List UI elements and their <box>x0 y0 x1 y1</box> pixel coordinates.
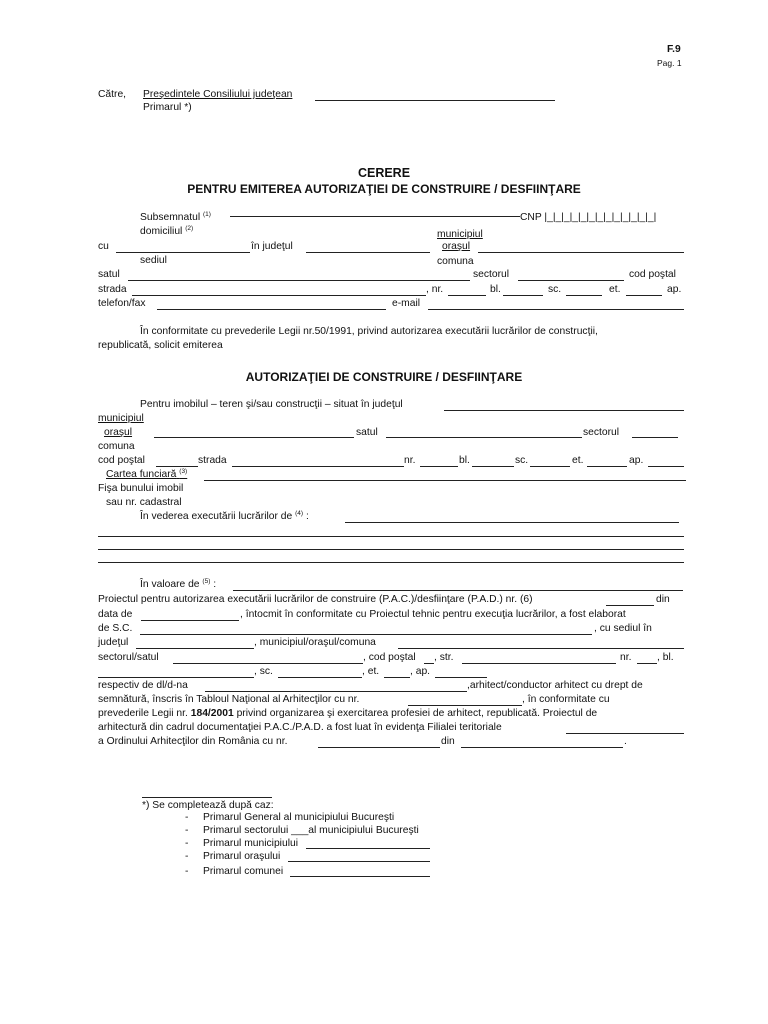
works-label: În vederea executării lucrărilor de $^{(4)}$ : <box>140 510 309 522</box>
project-line5b: , cod poştal <box>363 652 416 663</box>
form-title: CERERE <box>357 166 411 180</box>
project-line11a: a Ordinului Arhitecţilor din România cu nr. <box>98 736 288 747</box>
footnote-dash-1: - <box>185 812 189 823</box>
prop-comuna-label: comuna <box>98 441 135 452</box>
project-line4a: judeţul <box>98 637 129 648</box>
prop-et-fill-line[interactable] <box>587 466 627 467</box>
project-line7a: respectiv de dl/d-na <box>98 680 188 691</box>
addressee-line2: Primarul *) <box>143 102 192 113</box>
section-title: AUTORIZAŢIEI DE CONSTRUIRE / DESFIINŢARE <box>245 370 523 384</box>
ap-label: ap. <box>667 284 682 295</box>
sector-fill-line[interactable] <box>518 280 624 281</box>
footnote-dash-3: - <box>185 838 189 849</box>
strada-label: strada <box>98 284 127 295</box>
project-date-fill-line[interactable] <box>141 620 239 621</box>
satul-label: satul <box>98 269 120 280</box>
prop-sc-label: sc. <box>515 455 529 466</box>
footnote-separator <box>142 797 272 798</box>
property-intro: Pentru imobilul – teren şi/sau construcţii – situat în judeţul <box>140 399 403 410</box>
filiala-fill-line[interactable] <box>566 733 684 734</box>
footnote-fill-line-4[interactable] <box>288 861 430 862</box>
sc-label: sc. <box>548 284 562 295</box>
architect-name-fill-line[interactable] <box>205 691 467 692</box>
prop-municipiul-label: municipiul <box>98 413 144 424</box>
project-line2a: data de <box>98 609 133 620</box>
prop-city-fill-line[interactable] <box>154 437 354 438</box>
architect-nr-fill-line[interactable] <box>408 705 522 706</box>
form-subtitle: PENTRU EMITEREA AUTORIZAŢIEI DE CONSTRUIRE / DESFIINŢARE <box>187 182 581 196</box>
orasul-label: oraşul <box>442 241 471 252</box>
project-line5c: , str. <box>434 652 454 663</box>
prop-satul-fill-line[interactable] <box>386 437 582 438</box>
domiciliul-label: domiciliul $^{(2)}$ <box>140 225 194 237</box>
bl-label: bl. <box>490 284 501 295</box>
page-number: Pag. 1 <box>657 58 682 68</box>
sectorul-label: sectorul <box>473 269 510 280</box>
footnote-dash-5: - <box>185 866 189 877</box>
works-fill-line-2[interactable] <box>98 536 684 537</box>
sc-locality-fill-line[interactable] <box>398 648 684 649</box>
et-label: et. <box>609 284 621 295</box>
footnote-dash-4: - <box>185 851 189 862</box>
footnote-item-5: Primarul comunei <box>203 866 284 877</box>
conformity-line2: republicată, solicit emiterea <box>98 340 223 351</box>
subsemnatul-label: Subsemnatul $^{(1)}$ <box>140 211 211 223</box>
oar-nr-fill-line[interactable] <box>318 747 440 748</box>
project-line9: prevederile Legii nr. 184/2001 privind organizarea şi exercitarea profesiei de arhitect, republicată. Proiectul de <box>98 708 598 719</box>
property-judet-fill-line[interactable] <box>444 410 684 411</box>
judet-label: în judeţul <box>251 241 293 252</box>
strada-fill-line[interactable] <box>132 295 426 296</box>
prop-bl-fill-line[interactable] <box>472 466 514 467</box>
project-line5e: , bl. <box>657 652 674 663</box>
cartea-fill-line[interactable] <box>204 480 686 481</box>
nr-label: , nr. <box>426 284 444 295</box>
project-line1b: din <box>656 594 670 605</box>
project-line10: arhitectură din cadrul documentaţiei P.A.C./P.A.D. a fost luat în evidenţa Filialei teritoriale <box>98 722 502 733</box>
project-nr-fill-line[interactable] <box>606 605 654 606</box>
telefon-label: telefon/fax <box>98 298 146 309</box>
satul-fill-line[interactable] <box>128 280 470 281</box>
project-line6a: , sc. <box>254 666 273 677</box>
project-line11b: din <box>441 736 455 747</box>
conformity-line1: În conformitate cu prevederile Legii nr.50/1991, privind autorizarea executării lucrărilor de construcţii, <box>140 326 598 337</box>
et-fill-line[interactable] <box>626 295 662 296</box>
name-fill-line[interactable] <box>230 216 520 217</box>
prop-strada-label: strada <box>198 455 227 466</box>
footnote-item-2: Primarul sectorului ___al municipiului Bucureşti <box>203 825 419 836</box>
footnote-item-4: Primarul oraşului <box>203 851 281 862</box>
bl-fill-line[interactable] <box>503 295 543 296</box>
footnote-fill-line-3[interactable] <box>306 848 430 849</box>
project-line5a: sectorul/satul <box>98 652 159 663</box>
cod-postal-label: cod poştal <box>629 269 676 280</box>
sc-cod-fill-line[interactable] <box>424 663 434 664</box>
sc-fill-line[interactable] <box>566 295 602 296</box>
works-fill-line-4[interactable] <box>98 562 684 563</box>
cartea-funciara-label: Cartea funciară $^{(3)}$ <box>106 468 188 480</box>
addressee-line1: Preşedintele Consiliului judeţean <box>143 89 293 100</box>
prop-nr-label: nr. <box>404 455 416 466</box>
form-code: F.9 <box>667 44 681 55</box>
project-line1a: Proiectul pentru autorizarea executării lucrărilor de construire (P.A.C.)/desfiinţare (P.A.D.) nr. (6) <box>98 594 533 605</box>
prop-sectorul-label: sectorul <box>583 427 620 438</box>
prop-bl-label: bl. <box>459 455 470 466</box>
value-label: În valoare de $^{(5)}$ : <box>140 578 217 590</box>
footnote-dash-2: - <box>185 825 189 836</box>
oar-date-fill-line[interactable] <box>461 747 623 748</box>
prop-orasul-label: oraşul <box>104 427 133 438</box>
footnote-item-1: Primarul General al municipiului Bucureşti <box>203 812 395 823</box>
prop-et-label: et. <box>572 455 584 466</box>
cnp-field[interactable]: CNP |_|_|_|_|_|_|_|_|_|_|_|_|_| <box>520 212 657 223</box>
project-line3b: , cu sediul în <box>594 623 652 634</box>
project-line6c: , ap. <box>410 666 431 677</box>
sc-et-fill-line[interactable] <box>384 677 410 678</box>
comuna-label: comuna <box>437 256 474 267</box>
project-line8b: , în conformitate cu <box>522 694 610 705</box>
project-line4b: , municipiul/oraşul/comuna <box>254 637 376 648</box>
footnote-title: *) Se completează după caz: <box>142 800 274 811</box>
sc-bl-fill-line[interactable] <box>98 677 254 678</box>
prop-cod-fill-line[interactable] <box>156 466 198 467</box>
prop-ap-fill-line[interactable] <box>648 466 684 467</box>
sc-ap-fill-line[interactable] <box>435 677 487 678</box>
prop-strada-fill-line[interactable] <box>232 466 404 467</box>
city-fill-line[interactable] <box>478 252 684 253</box>
project-line3a: de S.C. <box>98 623 133 634</box>
project-line11c: . <box>624 736 627 747</box>
sc-nr-fill-line[interactable] <box>637 663 657 664</box>
nr-fill-line[interactable] <box>448 295 486 296</box>
to-label: Către, <box>98 89 127 100</box>
project-line8a: semnătură, înscris în Tabloul Naţional al Arhitecţilor cu nr. <box>98 694 360 705</box>
cu-label: cu <box>98 241 109 252</box>
telefon-fill-line[interactable] <box>157 309 386 310</box>
sc-judet-fill-line[interactable] <box>136 648 254 649</box>
project-line2b: , întocmit în conformitate cu Proiectul tehnic pentru execuţia lucrărilor, a fost elaborat <box>240 609 626 620</box>
judet-fill-line[interactable] <box>306 252 430 253</box>
email-label: e-mail <box>392 298 421 309</box>
email-fill-line[interactable] <box>428 309 684 310</box>
prop-ap-label: ap. <box>629 455 644 466</box>
footnote-fill-line-5[interactable] <box>290 876 430 877</box>
sc-str-fill-line[interactable] <box>462 663 616 664</box>
prop-cod-postal-label: cod poştal <box>98 455 145 466</box>
sc-sector-fill-line[interactable] <box>173 663 363 664</box>
project-line6b: , et. <box>362 666 380 677</box>
project-line5d: nr. <box>620 652 632 663</box>
nr-cadastral-label: sau nr. cadastral <box>106 497 182 508</box>
sc-sc-fill-line[interactable] <box>278 677 362 678</box>
value-fill-line[interactable] <box>233 590 683 591</box>
prop-satul-label: satul <box>356 427 378 438</box>
prop-nr-fill-line[interactable] <box>420 466 458 467</box>
works-fill-line[interactable] <box>345 522 679 523</box>
locality-fill-line[interactable] <box>116 252 250 253</box>
sediul-label: sediul <box>140 255 167 266</box>
project-line7b: ,arhitect/conductor arhitect cu drept de <box>467 680 643 691</box>
works-fill-line-3[interactable] <box>98 549 684 550</box>
footnote-item-3: Primarul municipiului <box>203 838 298 849</box>
sc-name-fill-line[interactable] <box>140 634 592 635</box>
fisa-label: Fişa bunului imobil <box>98 483 184 494</box>
addressee-fill-line[interactable] <box>315 100 555 101</box>
prop-sector-fill-line[interactable] <box>632 437 678 438</box>
municipiul-label: municipiul <box>437 229 483 240</box>
prop-sc-fill-line[interactable] <box>530 466 570 467</box>
